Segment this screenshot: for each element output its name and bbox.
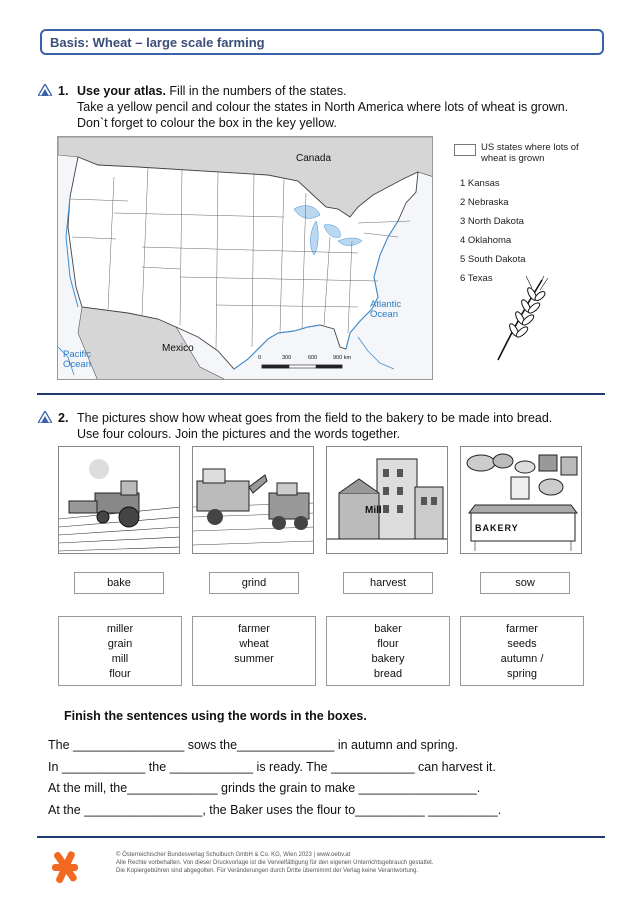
state-6: 6 Texas	[460, 273, 493, 284]
atlas-triangle-icon	[38, 84, 52, 96]
word-list-2[interactable]: farmer wheat summer	[192, 616, 316, 686]
verb-harvest[interactable]: harvest	[343, 572, 433, 594]
title-box	[40, 29, 604, 55]
task1-number: 1.	[58, 84, 69, 98]
picture-combine-harvest[interactable]	[192, 446, 314, 554]
sentence-4[interactable]: At the _________________, the Baker uses the flour to__________ __________.	[48, 803, 502, 817]
word-list-3[interactable]: baker flour bakery bread	[326, 616, 450, 686]
verb-bake[interactable]: bake	[74, 572, 164, 594]
label-pacific: Pacific Ocean	[63, 349, 91, 370]
verb-grind[interactable]: grind	[209, 572, 299, 594]
state-2: 2 Nebraska	[460, 197, 509, 208]
north-america-map	[57, 136, 433, 380]
bakery-sign: BAKERY	[475, 523, 519, 533]
key-colour-box[interactable]	[454, 144, 476, 156]
key-label: US states where lots of wheat is grown	[481, 142, 579, 164]
word-list-4[interactable]: farmer seeds autumn / spring	[460, 616, 584, 686]
page-title: Basis: Wheat – large scale farming	[50, 35, 265, 50]
sentence-1[interactable]: The ________________ sows the______________ in autumn and spring.	[48, 738, 459, 752]
footer-rights: Alle Rechte vorbehalten. Von dieser Druckvorlage ist die Vervielfältigung für den eigenen Unterrichtsgebrauch gestattet.	[116, 860, 434, 866]
wheat-icon	[492, 276, 552, 362]
label-atlantic: Atlantic Ocean	[370, 299, 402, 320]
section-divider-2	[37, 836, 605, 838]
finish-heading: Finish the sentences using the words in the boxes.	[64, 709, 367, 723]
atlas-triangle-icon-2	[38, 411, 52, 423]
scale-900: 900 km	[333, 355, 352, 361]
word-list-1[interactable]: miller grain mill flour	[58, 616, 182, 686]
task2-number: 2.	[58, 411, 69, 425]
task1-bold: Use your atlas.	[77, 84, 166, 98]
footer-copyright: © Österreichischer Bundesverlag Schulbuch GmbH & Co. KG, Wien 2023 | www.oebv.at	[116, 852, 351, 858]
verb-sow[interactable]: sow	[480, 572, 570, 594]
footer-disclaimer: Die Kopiergebühren sind abgegolten. Für Veränderungen durch Dritte übernimmt der Verlag keine Verantwortung.	[116, 868, 419, 874]
label-canada: Canada	[296, 153, 332, 164]
task2-line2: Use four colours. Join the pictures and the words together.	[77, 427, 401, 441]
task1-instructions	[77, 83, 617, 131]
state-1: 1 Kansas	[460, 178, 500, 189]
task1-line2: Take a yellow pencil and colour the states in North America where lots of wheat is grown.	[77, 100, 569, 114]
publisher-logo-icon	[50, 850, 80, 884]
picture-mill[interactable]	[326, 446, 448, 554]
state-3: 3 North Dakota	[460, 216, 524, 227]
scale-0: 0	[258, 355, 262, 361]
task1-line3: Don`t forget to colour the box in the key yellow.	[77, 116, 337, 130]
section-divider-1	[37, 393, 605, 395]
picture-tractor-sowing[interactable]	[58, 446, 180, 554]
sentence-2[interactable]: In ____________ the ____________ is ready. The ____________ can harvest it.	[48, 760, 496, 774]
scale-300: 300	[282, 355, 292, 361]
label-mexico: Mexico	[162, 343, 194, 354]
state-5: 5 South Dakota	[460, 254, 526, 265]
scale-600: 600	[308, 355, 318, 361]
task1-line1: Fill in the numbers of the states.	[165, 84, 347, 98]
mill-sign: Mill	[365, 505, 382, 516]
state-4: 4 Oklahoma	[460, 235, 512, 246]
picture-bakery[interactable]	[460, 446, 582, 554]
sentence-3[interactable]: At the mill, the_____________ grinds the grain to make _________________.	[48, 781, 481, 795]
task2-line1: The pictures show how wheat goes from the field to the bakery to be made into bread.	[77, 411, 553, 425]
task2-instructions	[77, 410, 617, 442]
